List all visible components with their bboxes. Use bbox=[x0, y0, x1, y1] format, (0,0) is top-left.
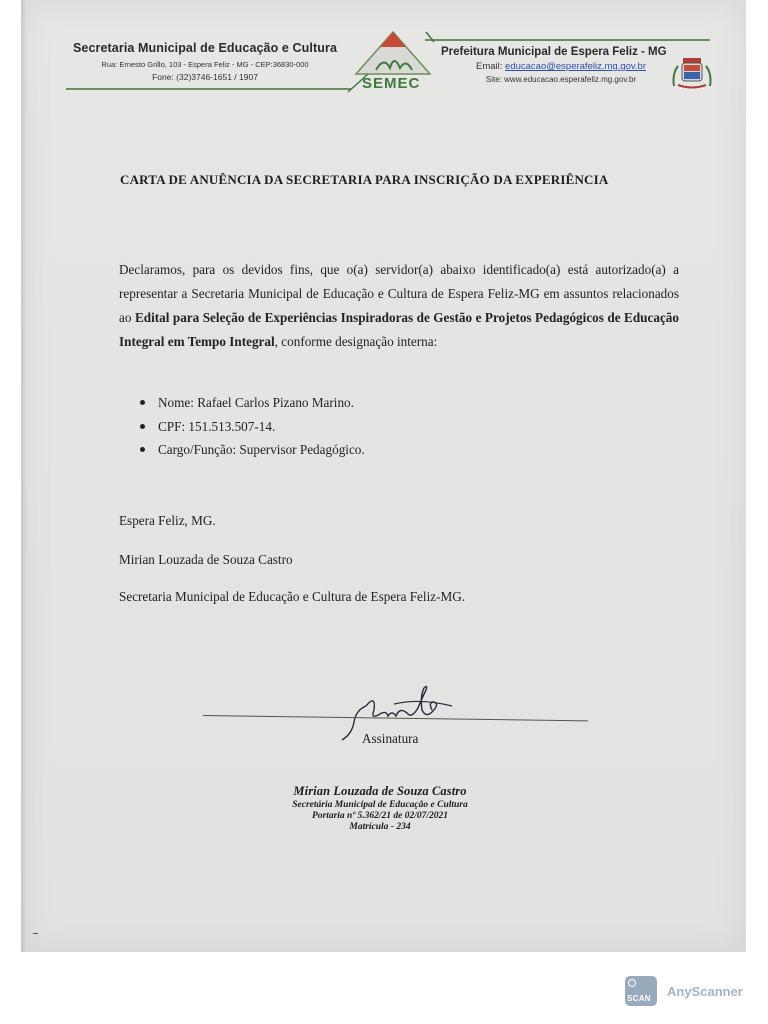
signature-label: Assinatura bbox=[362, 731, 419, 746]
page-edge-shadow bbox=[21, 0, 27, 952]
scanner-app-name: AnyScanner bbox=[667, 983, 743, 999]
detail-name: Nome: Rafael Carlos Pizano Marino. bbox=[158, 395, 354, 410]
list-item bbox=[140, 438, 365, 462]
letterhead-rule-left bbox=[66, 88, 351, 90]
declaration-edital: Edital para Seleção de Experiências Inspiradoras de Gestão e Projetos Pedagógicos de Educação Integral em Tempo Integral bbox=[119, 310, 679, 350]
declaration-intro: Declaramos, para os devidos fins, que o(a) servidor(a) abaixo identificado(a) está autorizado(a) a representar a Secretaria Municipal de Educação e Cultura de Espera Feliz-MG em assuntos relacionados ao bbox=[119, 262, 679, 326]
bullet-icon bbox=[140, 400, 145, 405]
prefeitura-email bbox=[441, 61, 681, 72]
stamp-name: Mirian Louzada de Souza Castro bbox=[293, 784, 467, 798]
stamp-matricula: Matrícula - 234 bbox=[349, 822, 411, 832]
stamp-portaria: Portaria nº 5.362/21 de 02/07/2021 bbox=[311, 811, 449, 821]
declaration-paragraph bbox=[119, 258, 679, 354]
list-item bbox=[140, 391, 365, 415]
detail-cpf: CPF: 151.513.507-14. bbox=[158, 418, 276, 434]
place-line: Espera Feliz, MG. bbox=[119, 513, 216, 528]
bullet-icon bbox=[140, 447, 145, 452]
letterhead-rule-right bbox=[425, 39, 710, 41]
bullet-icon bbox=[140, 424, 145, 429]
detail-role: Cargo/Função: Supervisor Pedagógico. bbox=[158, 442, 365, 457]
secretaria-phone: Fone: (32)3746-1651 / 1907 bbox=[152, 72, 258, 82]
semec-logo-text: SEMEC bbox=[362, 75, 421, 92]
email-link[interactable]: educacao@esperafeliz.mg.gov.br bbox=[505, 61, 646, 72]
page-mark bbox=[33, 933, 38, 934]
servant-details-list bbox=[140, 391, 365, 462]
scanner-watermark bbox=[625, 976, 743, 1006]
list-item bbox=[140, 415, 365, 439]
scanner-icon-text: SCAN bbox=[627, 994, 651, 1003]
declaration-end: , conforme designação interna: bbox=[274, 334, 438, 350]
official-stamp bbox=[260, 784, 500, 832]
municipal-crest-icon bbox=[670, 56, 714, 90]
secretaria-address: Rua: Ernesto Grillo, 103 - Espera Feliz - MG - CEP:36830-000 bbox=[101, 60, 309, 69]
scanner-app-icon bbox=[625, 976, 657, 1006]
document-title: CARTA DE ANUÊNCIA DA SECRETARIA PARA INSCRIÇÃO DA EXPERIÊNCIA bbox=[120, 172, 609, 187]
scanner-ring-icon bbox=[628, 979, 636, 987]
stamp-role: Secretária Municipal de Educação e Cultura bbox=[292, 800, 468, 810]
prefeitura-site: Site: www.educacao.esperafeliz.mg.gov.br bbox=[485, 75, 637, 84]
signer-name: Mirian Louzada de Souza Castro bbox=[119, 552, 293, 567]
letterhead-right bbox=[441, 46, 681, 84]
prefeitura-name: Prefeitura Municipal de Espera Feliz - MG bbox=[441, 46, 667, 58]
letterhead-left bbox=[60, 41, 350, 82]
signer-organization: Secretaria Municipal de Educação e Cultura de Espera Feliz-MG. bbox=[119, 589, 466, 604]
secretaria-name: Secretaria Municipal de Educação e Cultura bbox=[72, 41, 337, 55]
email-label: Email: bbox=[475, 61, 506, 72]
